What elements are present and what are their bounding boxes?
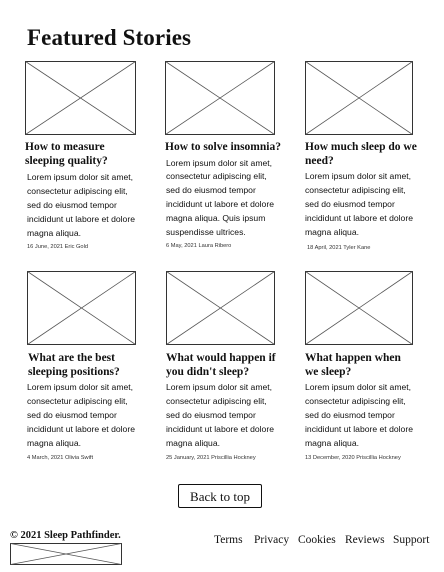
story-title[interactable]: What are the best sleeping positions? <box>28 352 120 378</box>
logo-placeholder-icon <box>10 543 122 565</box>
story-title[interactable]: What would happen if you didn't sleep? <box>166 352 276 378</box>
story-title[interactable]: What happen when we sleep? <box>305 352 401 378</box>
story-excerpt: Lorem ipsum dolor sit amet, consectetur adipiscing elit, sed do eiusmod tempor incididunt ut labore et dolore magna aliqua. <box>166 382 274 448</box>
footer-link-cookies[interactable]: Cookies <box>298 534 336 546</box>
footer-copyright: © 2021 Sleep Pathfinder. <box>10 530 121 541</box>
footer-link-reviews[interactable]: Reviews <box>345 534 385 546</box>
story-card[interactable] <box>165 61 281 250</box>
footer-logo[interactable] <box>10 530 122 565</box>
story-meta: 13 December, 2020 Priscillia Hockney <box>305 454 401 461</box>
story-meta: 4 March, 2021 Olivia Swift <box>27 454 94 461</box>
story-card[interactable] <box>166 271 275 462</box>
image-placeholder-icon[interactable] <box>305 271 413 345</box>
story-card[interactable] <box>305 61 417 252</box>
story-title[interactable]: How much sleep do we need? <box>305 141 417 167</box>
image-placeholder-icon[interactable] <box>27 271 136 345</box>
footer-link-support[interactable]: Support <box>393 534 430 546</box>
image-placeholder-icon[interactable] <box>305 61 413 135</box>
story-meta: 18 April, 2021 Tyler Kane <box>307 244 371 251</box>
story-excerpt: Lorem ipsum dolor sit amet, consectetur adipiscing elit, sed do eiusmod tempor incididunt ut labore et dolore magna aliqua. <box>27 382 135 448</box>
image-placeholder-icon[interactable] <box>25 61 136 135</box>
story-card[interactable] <box>27 271 136 462</box>
story-meta: 16 June, 2021 Eric Gold <box>27 243 89 250</box>
story-card[interactable] <box>25 61 136 251</box>
story-title[interactable]: How to solve insomnia? <box>165 141 281 153</box>
image-placeholder-icon[interactable] <box>166 271 275 345</box>
image-placeholder-icon[interactable] <box>165 61 275 135</box>
story-title[interactable]: How to measure sleeping quality? <box>25 141 108 167</box>
footer-link-terms[interactable]: Terms <box>214 534 243 546</box>
story-excerpt: Lorem ipsum dolor sit amet, consectetur adipiscing elit, sed do eiusmod tempor incididunt ut labore et dolore magna aliqua. Quis ipsum suspendisse ultrices. <box>166 157 274 238</box>
story-meta: 25 January, 2021 Priscillia Hockney <box>166 454 256 461</box>
story-card[interactable] <box>305 271 413 462</box>
story-excerpt: Lorem ipsum dolor sit amet, consectetur adipiscing elit, sed do eiusmod tempor incididunt ut labore et dolore magna aliqua. <box>305 171 413 237</box>
story-excerpt: Lorem ipsum dolor sit amet, consectetur adipiscing elit, sed do eiusmod tempor incididunt ut labore et dolore magna aliqua. <box>305 382 413 448</box>
footer-link-privacy[interactable]: Privacy <box>254 534 290 546</box>
back-to-top-button[interactable]: Back to top <box>178 484 262 508</box>
story-excerpt: Lorem ipsum dolor sit amet, consectetur adipiscing elit, sed do eiusmod tempor incididunt ut labore et dolore magna aliqua. <box>27 172 135 238</box>
story-meta: 6 May, 2021 Laura Ribero <box>166 242 232 249</box>
page-title: Featured Stories <box>27 25 192 50</box>
